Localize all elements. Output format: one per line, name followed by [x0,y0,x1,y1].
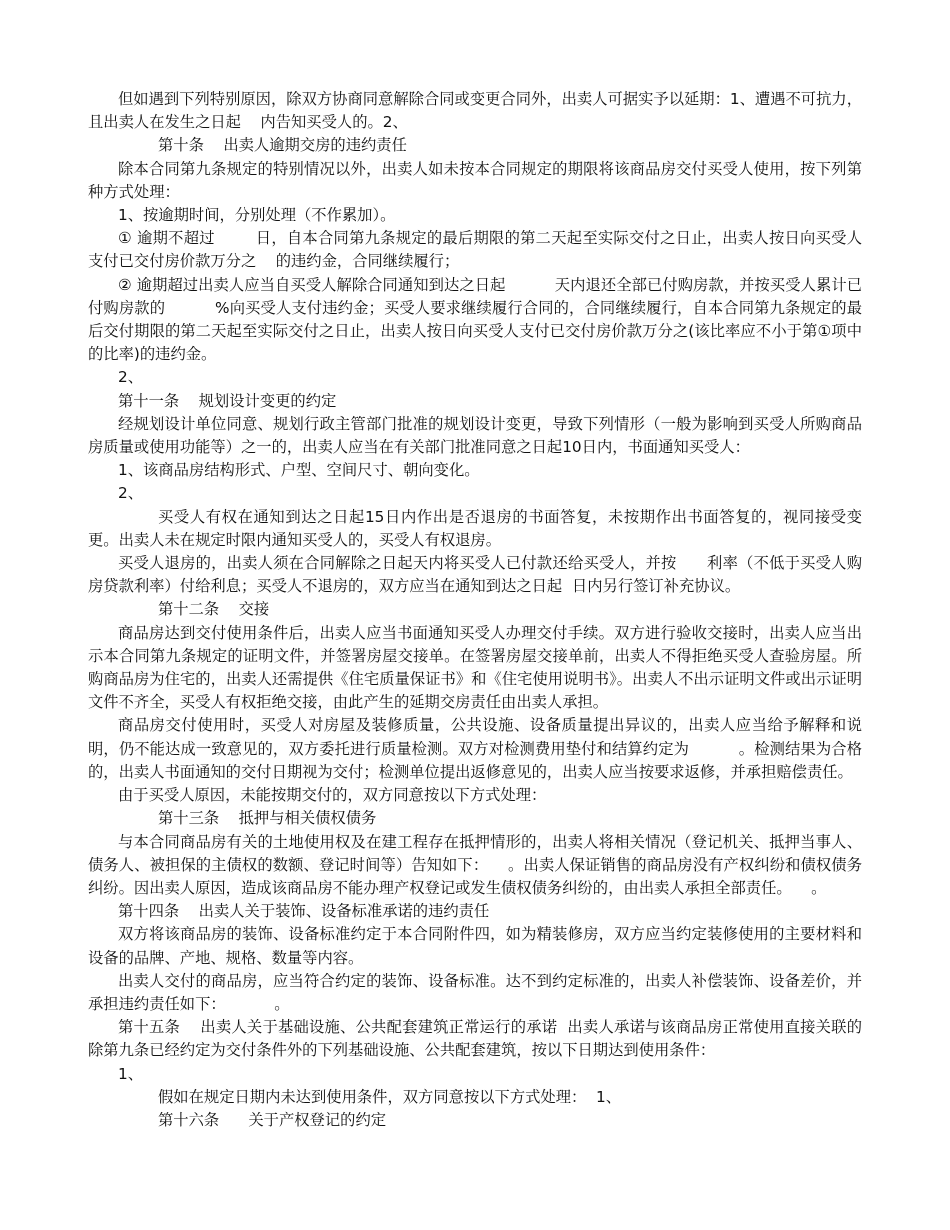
list-item: ② 逾期超过出卖人应当自买受人解除合同通知到达之日起 天内退还全部已付购房款，并按买受人累计已付购房款的 %向买受人支付违约金；买受人要求继续履行合同的，合同继续履行，自本合同第九条规定的最后交付期限的第二天起至实际交付之日止，出卖人按日向买受人支付已交付房价款万分之(该比率应不小于第①项中的比率)的违约金。 [88,275,862,364]
paragraph: 商品房达到交付使用条件后，出卖人应当书面通知买受人办理交付手续。双方进行验收交接时，出卖人应当出示本合同第九条规定的证明文件，并签署房屋交接单。在签署房屋交接单前，出卖人不得拒绝买受人查验房屋。所购商品房为住宅的，出卖人还需提供《住宅质量保证书》和《住宅使用说明书》。出卖人不出示证明文件或出示证明文件不齐全，买受人有权拒绝交接，由此产生的延期交房责任由出卖人承担。 [88,623,862,712]
paragraph: 经规划设计单位同意、规划行政主管部门批准的规划设计变更，导致下列情形（一般为影响到买受人所购商品房质量或使用功能等）之一的，出卖人应当在有关部门批准同意之日起10日内，书面通知买受人： [88,414,862,457]
section-heading: 第十条 出卖人逾期交房的违约责任 [158,136,407,155]
paragraph: 买受人退房的，出卖人须在合同解除之日起天内将买受人已付款还给买受人，并按 利率（不低于买受人购房贷款利率）付给利息；买受人不退房的，双方应当在通知到达之日起 日内另行签订补充协议。 [88,554,862,596]
paragraph: 出卖人交付的商品房，应当符合约定的装饰、设备标准。达不到约定标准的，出卖人补偿装饰、设备差价，并承担违约责任如下： 。 [88,971,862,1013]
section-heading: 第十四条 出卖人关于装饰、设备标准承诺的违约责任 [118,902,490,921]
list-item: 1、该商品房结构形式、户型、空间尺寸、朝向变化。 [118,461,480,480]
paragraph: 假如在规定日期内未达到使用条件，双方同意按以下方式处理： 1、 [158,1087,622,1106]
paragraph: 商品房交付使用时，买受人对房屋及装修质量，公共设施、设备质量提出异议的，出卖人应当给予解释和说明，仍不能达成一致意见的，双方委托进行质量检测。双方对检测费用垫付和结算约定为 。检测结果为合格的，出卖人书面通知的交付日期视为交付；检测单位提出返修意见的，出卖人应当按要求返修，并承担赔偿责任。 [88,716,862,781]
section-heading: 第十三条 抵押与相关债权债务 [158,809,377,828]
list-item: 1、 [118,1064,144,1083]
section-heading: 第十二条 交接 [158,600,270,619]
list-item: 2、 [118,484,144,503]
section-heading: 第十一条 规划设计变更的约定 [118,391,337,410]
paragraph: 与本合同商品房有关的土地使用权及在建工程存在抵押情形的，出卖人将相关情况（登记机关、抵押当事人、债务人、被担保的主债权的数额、登记时间等）告知如下： 。出卖人保证销售的商品房没有产权纠纷和债权债务纠纷。因出卖人原因，造成该商品房不能办理产权登记或发生债权债务纠纷的，由出卖人承担全部责任。 。 [88,832,862,897]
paragraph: 由于买受人原因，未能按期交付的，双方同意按以下方式处理： [118,786,547,805]
paragraph: 双方将该商品房的装饰、设备标准约定于本合同附件四，如为精装修房，双方应当约定装修使用的主要材料和设备的品牌、产地、规格、数量等内容。 [88,925,862,967]
paragraph: 除本合同第九条规定的特别情况以外，出卖人如未按本合同规定的期限将该商品房交付买受人使用，按下列第 种方式处理： [88,159,911,201]
paragraph: 但如遇到下列特别原因，除双方协商同意解除合同或变更合同外，出卖人可据实予以延期：1、遭遇不可抗力，且出卖人在发生之日起 内告知买受人的。2、 [88,90,862,132]
list-item: 1、按逾期时间，分别处理（不作累加）。 [118,206,396,225]
section-heading: 第十六条 关于产权登记的约定 [158,1110,387,1129]
list-item: ① 逾期不超过 日，自本合同第九条规定的最后期限的第二天起至实际交付之日止，出卖人按日向买受人支付已交付房价款万分之 的违约金，合同继续履行； [88,229,862,271]
section-heading: 第十五条 出卖人关于基础设施、公共配套建筑正常运行的承诺 出卖人承诺与该商品房正常使用直接关联的除第九条已经约定为交付条件外的下列基础设施、公共配套建筑，按以下日期达到使用条件： [88,1018,862,1060]
list-item: 2、 [118,368,144,387]
paragraph: 买受人有权在通知到达之日起15日内作出是否退房的书面答复，未按期作出书面答复的，视同接受变更。出卖人未在规定时限内通知买受人的，买受人有权退房。 [88,507,862,549]
